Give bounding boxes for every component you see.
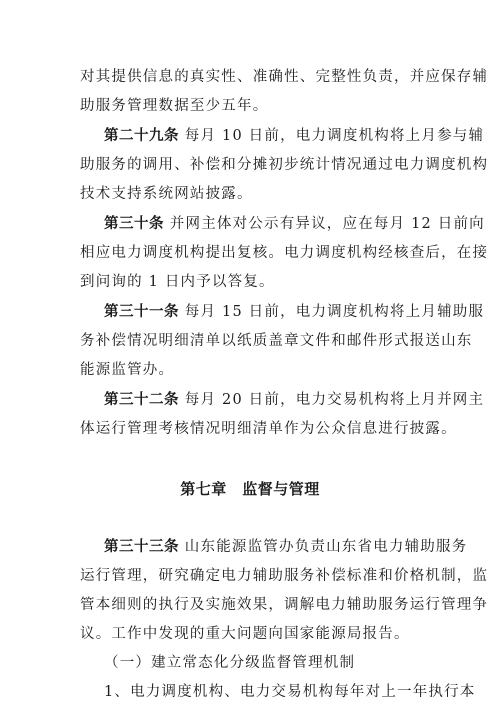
article-31-label: 第三十一条 (104, 303, 179, 320)
article-33-line-1 (104, 538, 467, 556)
chapter-title: 第七章 监督与管理 (180, 480, 320, 498)
section-item-1: 1、电力调度机构、电力交易机构每年对上一年执行本 (104, 684, 476, 700)
article-31-line-1 (104, 303, 484, 321)
article-33-line-3: 管本细则的执行及实施效果，调解电力辅助服务运行管理争 (80, 597, 489, 613)
article-33-line-4: 议。工作中发现的重大问题向国家能源局报告。 (80, 626, 410, 642)
article-32-text-1: 每月 20 日前，电力交易机构将上月并网主 (179, 392, 485, 408)
article-32-line-1 (104, 391, 484, 409)
article-29-text-1: 每月 10 日前，电力调度机构将上月参与辅 (179, 128, 485, 144)
article-29-line-2: 助服务的调用、补偿和分摊初步统计情况通过电力调度机构 (80, 157, 489, 173)
article-33-line-2: 运行管理，研究确定电力辅助服务补偿标准和价格机制，监 (80, 568, 489, 584)
article-30-line-3: 到问询的 1 日内予以答复。 (80, 274, 275, 290)
article-32-label: 第三十二条 (104, 391, 179, 408)
article-31-line-2: 务补偿情况明细清单以纸质盖章文件和邮件形式报送山东 (80, 333, 473, 349)
paragraph-prev-line-1: 对其提供信息的真实性、准确性、完整性负责，并应保存辅 (80, 69, 489, 85)
section-heading: （一）建立常态化分级监督管理机制 (104, 655, 356, 671)
article-33-text-1: 山东能源监管办负责山东省电力辅助服务 (179, 539, 468, 555)
article-31-line-3: 能源监管办。 (80, 362, 175, 378)
article-30-text-1: 并网主体对公示有异议，应在每月 12 日前向 (164, 216, 485, 232)
article-29-label: 第二十九条 (104, 127, 179, 144)
article-31-text-1: 每月 15 日前，电力调度机构将上月辅助服 (179, 304, 485, 320)
article-32-line-2: 体运行管理考核情况明细清单作为公众信息进行披露。 (80, 421, 457, 437)
article-29-line-1 (104, 127, 484, 145)
article-30-line-2: 相应电力调度机构提出复核。电力调度机构经核查后，在接 (80, 245, 489, 261)
paragraph-prev-line-2: 助服务管理数据至少五年。 (80, 98, 269, 114)
article-30-label: 第三十条 (104, 215, 164, 232)
article-30-line-1 (104, 215, 485, 233)
article-29-line-3: 技术支持系统网站披露。 (80, 186, 253, 202)
article-33-label: 第三十三条 (104, 538, 179, 555)
